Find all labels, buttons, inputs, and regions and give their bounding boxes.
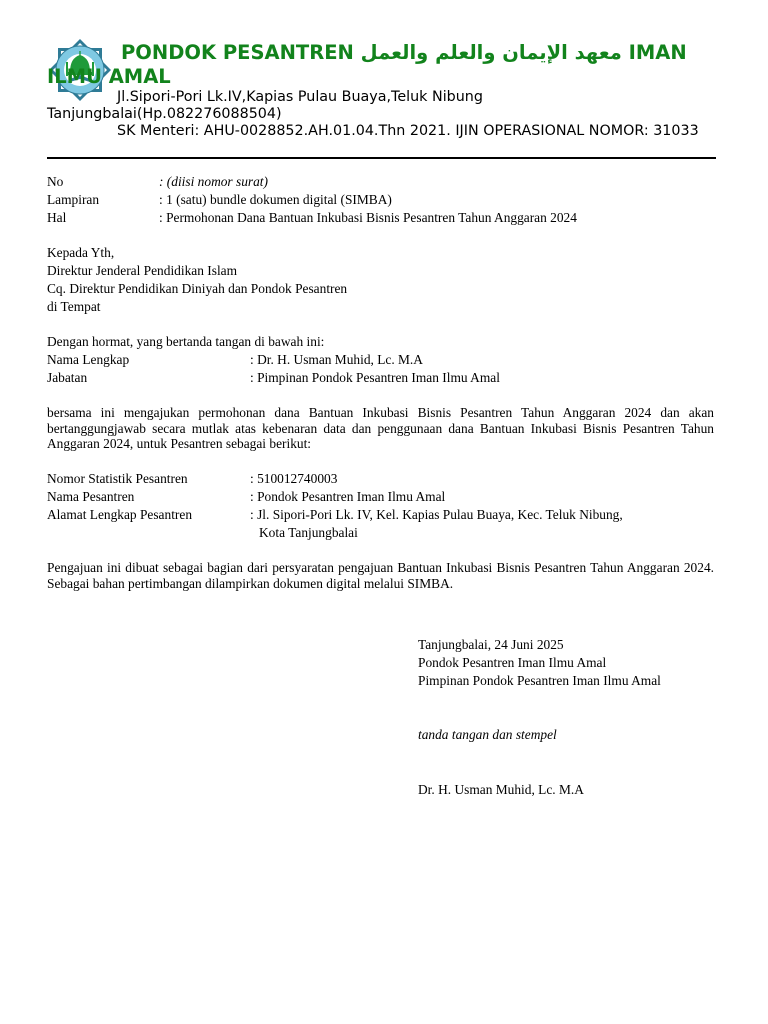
recipient-line: Direktur Jenderal Pendidikan Islam: [47, 263, 238, 278]
pesantren-value: : Jl. Sipori-Pori Lk. IV, Kel. Kapias Pulau Buaya, Kec. Teluk Nibung,: [250, 507, 623, 522]
letterhead-title: PONDOK PESANTREN معهد الإيمان والعلم والعمل IMAN ILMU AMAL: [47, 41, 687, 88]
recipient-line: di Tempat: [47, 299, 101, 314]
meta-label: Lampiran: [47, 192, 100, 207]
meta-label: No: [47, 174, 64, 189]
signer-row-position: [47, 369, 717, 387]
pesantren-row-nsp: [47, 470, 717, 488]
recipient-line: Kepada Yth,: [47, 245, 115, 260]
meta-row-lampiran: [47, 191, 717, 209]
signature-position: Pimpinan Pondok Pesantren Iman Ilmu Amal: [418, 673, 661, 688]
pesantren-row-address-cont: [47, 524, 717, 542]
letterhead-registration: SK Menteri: AHU-0028852.AH.01.04.Thn 2021. IJIN OPERASIONAL NOMOR: 31033: [117, 123, 699, 139]
signature-note: tanda tangan dan stempel: [418, 727, 557, 742]
meta-value: : Permohonan Dana Bantuan Inkubasi Bisnis Pesantren Tahun Anggaran 2024: [159, 210, 577, 225]
greeting: Dengan hormat, yang bertanda tangan di bawah ini:: [47, 334, 325, 349]
letterhead: [47, 41, 719, 140]
signature-institution: Pondok Pesantren Iman Ilmu Amal: [418, 655, 607, 670]
pesantren-label: Nama Pesantren: [47, 489, 135, 504]
pesantren-row-address: [47, 506, 717, 524]
signer-value: : Pimpinan Pondok Pesantren Iman Ilmu Amal: [250, 370, 500, 385]
request-paragraph: bersama ini mengajukan permohonan dana Bantuan Inkubasi Bisnis Pesantren Tahun Anggaran 2024 dan akan bertanggungjawab secara mutlak atas kebenaran data dan penggunaan dana Bantuan Inkubasi Bisnis Pesantren Tahun Anggaran 2024, untuk Pesantren sebagai berikut:: [47, 405, 714, 451]
pesantren-label: Nomor Statistik Pesantren: [47, 471, 188, 486]
signer-row-name: [47, 351, 717, 369]
signer-label: Jabatan: [47, 370, 88, 385]
recipient-line: Cq. Direktur Pendidikan Diniyah dan Pondok Pesantren: [47, 281, 348, 296]
meta-label: Hal: [47, 210, 67, 225]
signature-place-date: Tanjungbalai, 24 Juni 2025: [418, 637, 564, 652]
letterhead-address: Jl.Sipori-Pori Lk.IV,Kapias Pulau Buaya,Teluk Nibung Tanjungbalai(Hp.082276088504): [47, 89, 483, 122]
pesantren-value: : Pondok Pesantren Iman Ilmu Amal: [250, 489, 446, 504]
pesantren-row-name: [47, 488, 717, 506]
meta-row-hal: [47, 209, 717, 227]
signer-value: : Dr. H. Usman Muhid, Lc. M.A: [250, 352, 423, 367]
meta-value: : 1 (satu) bundle dokumen digital (SIMBA): [159, 192, 392, 207]
meta-value: : (diisi nomor surat): [159, 174, 268, 189]
pesantren-label: Alamat Lengkap Pesantren: [47, 507, 193, 522]
closing-paragraph: Pengajuan ini dibuat sebagai bagian dari persyaratan pengajuan Bantuan Inkubasi Bisnis Pesantren Tahun Anggaran 2024. Sebagai bahan pertimbangan dilampirkan dokumen digital melalui SIMBA.: [47, 560, 714, 591]
meta-row-no: [47, 173, 717, 191]
signature-name: Dr. H. Usman Muhid, Lc. M.A: [418, 782, 584, 797]
pesantren-value: : 510012740003: [250, 471, 338, 486]
letterhead-divider: [47, 157, 716, 159]
pesantren-value: Kota Tanjungbalai: [259, 525, 358, 540]
signer-label: Nama Lengkap: [47, 352, 130, 367]
